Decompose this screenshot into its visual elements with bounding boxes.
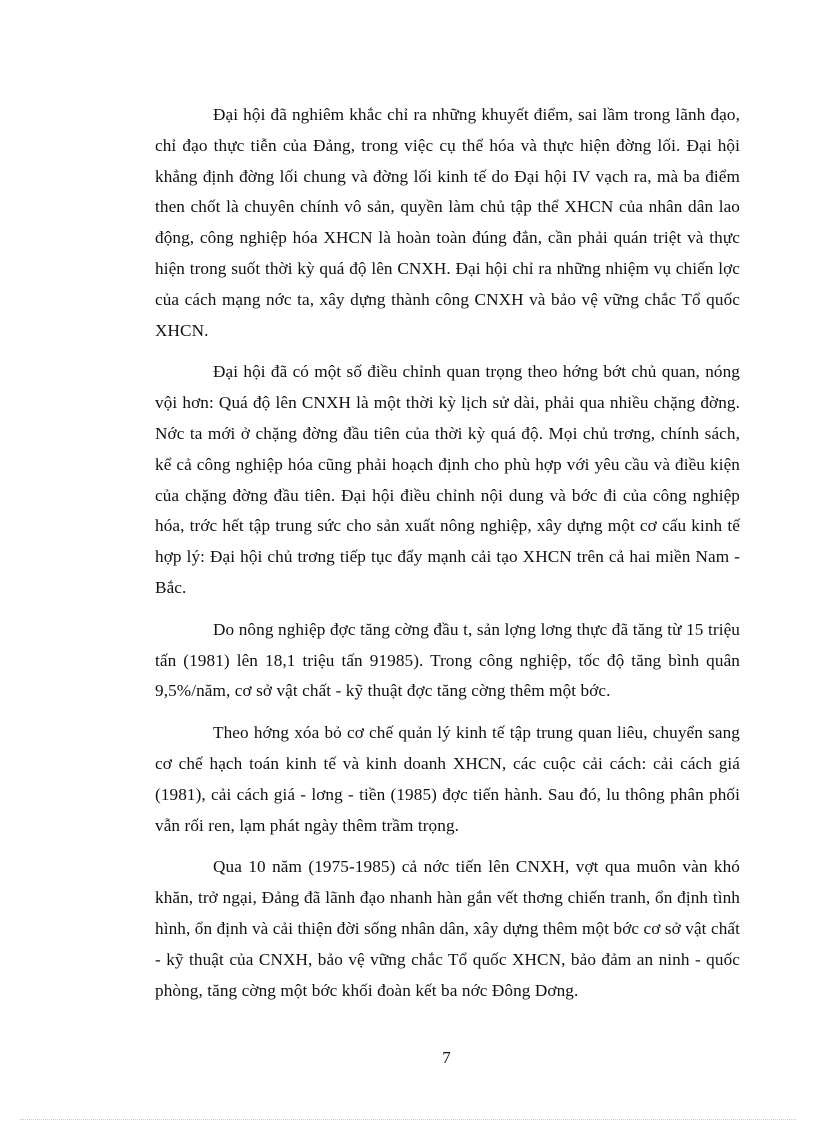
paragraph: Đại hội đã nghiêm khắc chỉ ra những khuyết điểm, sai lầm trong lãnh đạo, chỉ đạo thực tiễn của Đảng, trong việc cụ thể hóa và thực hiện đờng lối. Đại hội khẳng định đờng lối chung và đờng lối kinh tế do Đại hội IV vạch ra, mà ba điểm then chốt là chuyên chính vô sản, quyền làm chủ tập thể XHCN của nhân dân lao động, công nghiệp hóa XHCN là hoàn toàn đúng đắn, cần phải quán triệt và thực hiện trong suốt thời kỳ quá độ lên CNXH. Đại hội chỉ ra những nhiệm vụ chiến lợc của cách mạng nớc ta, xây dựng thành công CNXH và bảo vệ vững chắc Tổ quốc XHCN. — [155, 105, 740, 340]
paragraph: Do nông nghiệp đợc tăng cờng đầu t, sản lợng lơng thực đã tăng từ 15 triệu tấn (1981) lên 18,1 triệu tấn 91985). Trong công nghiệp, tốc độ tăng bình quân 9,5%/năm, cơ sở vật chất - kỹ thuật đợc tăng cờng thêm một bớc. — [155, 619, 740, 701]
paragraph: Qua 10 năm (1975-1985) cả nớc tiến lên CNXH, vợt qua muôn vàn khó khăn, trở ngại, Đảng đã lãnh đạo nhanh hàn gắn vết thơng chiến tranh, ổn định tình hình, ổn định và cải thiện đời sống nhân dân, xây dựng thêm một bớc cơ sở vật chất - kỹ thuật của CNXH, bảo vệ vững chắc Tổ quốc XHCN, bảo đảm an ninh - quốc phòng, tăng cờng một bớc khối đoàn kết ba nớc Đông Dơng. — [155, 857, 740, 1000]
page-bottom-divider — [20, 1119, 796, 1120]
page-number: 7 — [442, 1048, 451, 1067]
paragraph: Đại hội đã có một số điều chỉnh quan trọng theo hớng bớt chủ quan, nóng vội hơn: Quá độ lên CNXH là một thời kỳ lịch sử dài, phải qua nhiều chặng đờng. Nớc ta mới ở chặng đờng đầu tiên của thời kỳ quá độ. Mọi chủ trơng, chính sách, kể cả công nghiệp hóa cũng phải hoạch định cho phù hợp với yêu cầu và điều kiện của chặng đờng đầu tiên. Đại hội điều chỉnh nội dung và bớc đi của công nghiệp hóa, trớc hết tập trung sức cho sản xuất nông nghiệp, xây dựng một cơ cấu kinh tế hợp lý: Đại hội chủ trơng tiếp tục đẩy mạnh cải tạo XHCN trên cả hai miền Nam - Bắc. — [155, 362, 740, 597]
body-text — [155, 100, 740, 1017]
paragraph: Theo hớng xóa bỏ cơ chế quản lý kinh tế tập trung quan liêu, chuyển sang cơ chế hạch toán kinh tế và kinh doanh XHCN, các cuộc cải cách: cải cách giá (1981), cải cách giá - lơng - tiền (1985) đợc tiến hành. Sau đó, lu thông phân phối vẫn rối ren, lạm phát ngày thêm trầm trọng. — [155, 723, 740, 835]
